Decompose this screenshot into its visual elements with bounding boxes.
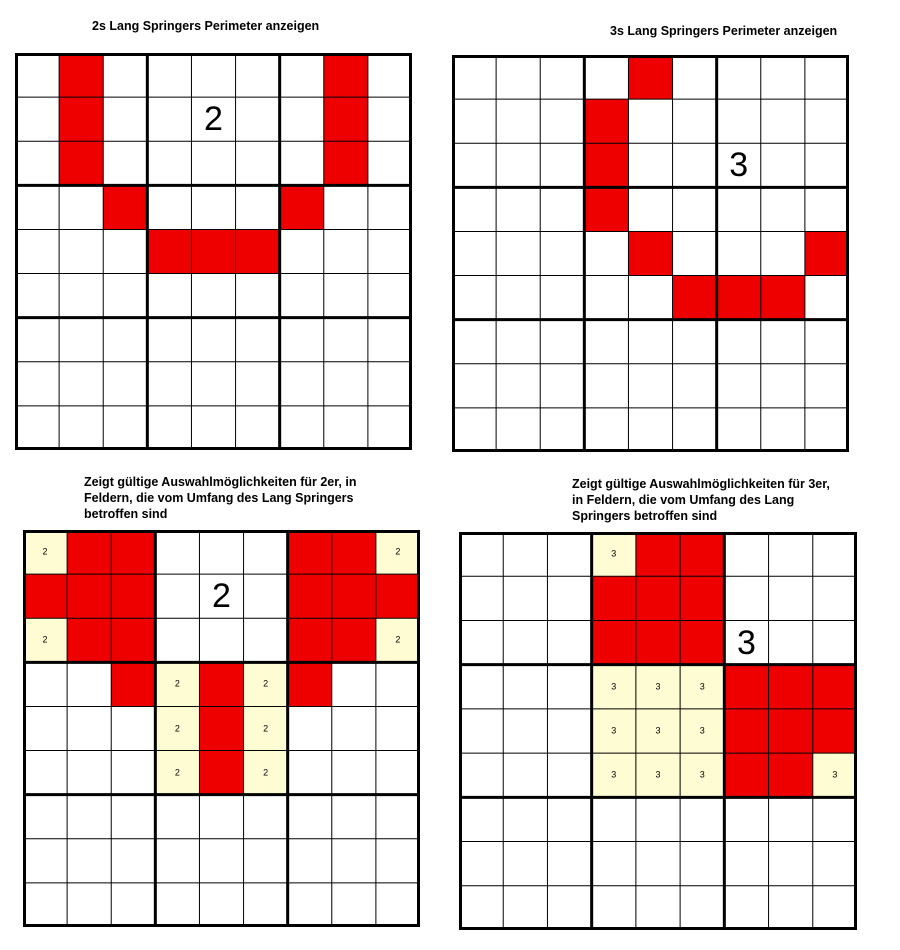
red-perimeter-cell	[324, 141, 368, 185]
red-perimeter-cell	[103, 185, 147, 229]
candidate-digit: 2	[263, 723, 269, 733]
red-perimeter-cell	[324, 97, 368, 141]
red-perimeter-cell	[288, 574, 332, 618]
candidate-digit: 2	[174, 678, 180, 689]
sudoku-grid-panel-3	[23, 530, 420, 927]
lang-springer-digit: 3	[729, 146, 749, 185]
red-perimeter-cell	[59, 141, 103, 185]
red-perimeter-cell	[199, 706, 243, 750]
red-perimeter-cell	[332, 618, 376, 662]
red-perimeter-cell	[332, 530, 376, 574]
red-perimeter-cell	[23, 574, 67, 618]
red-perimeter-cell	[288, 618, 332, 662]
red-perimeter-cell	[680, 620, 724, 664]
red-perimeter-cell	[111, 574, 155, 618]
candidate-digit: 3	[655, 769, 661, 780]
red-perimeter-cell	[724, 665, 768, 709]
candidate-digit: 3	[611, 769, 617, 780]
red-perimeter-cell	[724, 709, 768, 753]
candidate-digit: 2	[42, 634, 48, 645]
candidate-digit: 2	[42, 546, 48, 557]
candidate-digit: 2	[263, 678, 269, 689]
red-perimeter-cell	[199, 662, 243, 706]
red-perimeter-cell	[592, 576, 636, 620]
candidate-digit: 3	[611, 548, 617, 559]
red-perimeter-cell	[280, 185, 324, 229]
red-perimeter-cell	[191, 229, 235, 273]
red-perimeter-cell	[111, 662, 155, 706]
caption-panel-4: Zeigt gültige Auswahlmöglichkeiten für 3er, in Feldern, die vom Umfang des Lang Springers betroffen sind	[572, 477, 830, 523]
red-perimeter-cell	[628, 55, 672, 99]
red-perimeter-cell	[805, 231, 849, 275]
red-perimeter-cell	[680, 576, 724, 620]
lang-springer-digit: 2	[212, 577, 231, 616]
red-perimeter-cell	[592, 620, 636, 664]
candidate-digit: 2	[263, 767, 269, 778]
red-perimeter-cell	[584, 143, 628, 187]
candidate-digit: 3	[699, 769, 705, 780]
red-perimeter-cell	[67, 618, 111, 662]
lang-springer-digit: 3	[736, 623, 756, 662]
red-perimeter-cell	[673, 276, 717, 320]
red-perimeter-cell	[288, 662, 332, 706]
candidate-digit: 3	[611, 725, 617, 736]
red-perimeter-cell	[67, 574, 111, 618]
candidate-digit: 3	[699, 725, 705, 736]
red-perimeter-cell	[636, 532, 680, 576]
red-perimeter-cell	[199, 751, 243, 795]
red-perimeter-cell	[761, 276, 805, 320]
red-perimeter-cell	[636, 620, 680, 664]
red-perimeter-cell	[147, 229, 191, 273]
red-perimeter-cell	[332, 574, 376, 618]
candidate-digit: 3	[832, 769, 838, 780]
sudoku-grid-panel-4	[459, 532, 857, 930]
lang-springer-digit: 2	[204, 100, 223, 139]
red-perimeter-cell	[813, 665, 857, 709]
red-perimeter-cell	[59, 97, 103, 141]
candidate-digit: 2	[395, 634, 401, 645]
red-perimeter-cell	[288, 530, 332, 574]
sudoku-grid-panel-2	[452, 55, 849, 452]
red-perimeter-cell	[769, 665, 813, 709]
red-perimeter-cell	[376, 574, 420, 618]
caption-panel-2: 3s Lang Springers Perimeter anzeigen	[610, 24, 838, 38]
red-perimeter-cell	[636, 576, 680, 620]
red-perimeter-cell	[236, 229, 280, 273]
red-perimeter-cell	[628, 231, 672, 275]
caption-panel-3: Zeigt gültige Auswahlmöglichkeiten für 2er, in Feldern, die vom Umfang des Lang Springers betroffen sind	[84, 475, 357, 521]
caption-panel-1: 2s Lang Springers Perimeter anzeigen	[92, 19, 320, 33]
candidate-digit: 2	[174, 723, 180, 733]
candidate-digit: 3	[655, 681, 661, 692]
candidate-digit: 2	[174, 767, 180, 778]
candidate-digit: 2	[395, 546, 401, 557]
candidate-digit: 3	[655, 725, 661, 736]
red-perimeter-cell	[813, 709, 857, 753]
red-perimeter-cell	[111, 530, 155, 574]
red-perimeter-cell	[67, 530, 111, 574]
candidate-digit: 3	[699, 681, 705, 692]
red-perimeter-cell	[680, 532, 724, 576]
red-perimeter-cell	[769, 709, 813, 753]
sudoku-grid-panel-1	[15, 53, 412, 450]
candidate-digit: 3	[611, 681, 617, 692]
red-perimeter-cell	[59, 53, 103, 97]
red-perimeter-cell	[584, 99, 628, 143]
red-perimeter-cell	[717, 276, 761, 320]
red-perimeter-cell	[324, 53, 368, 97]
red-perimeter-cell	[769, 753, 813, 797]
red-perimeter-cell	[111, 618, 155, 662]
red-perimeter-cell	[724, 753, 768, 797]
red-perimeter-cell	[584, 187, 628, 231]
